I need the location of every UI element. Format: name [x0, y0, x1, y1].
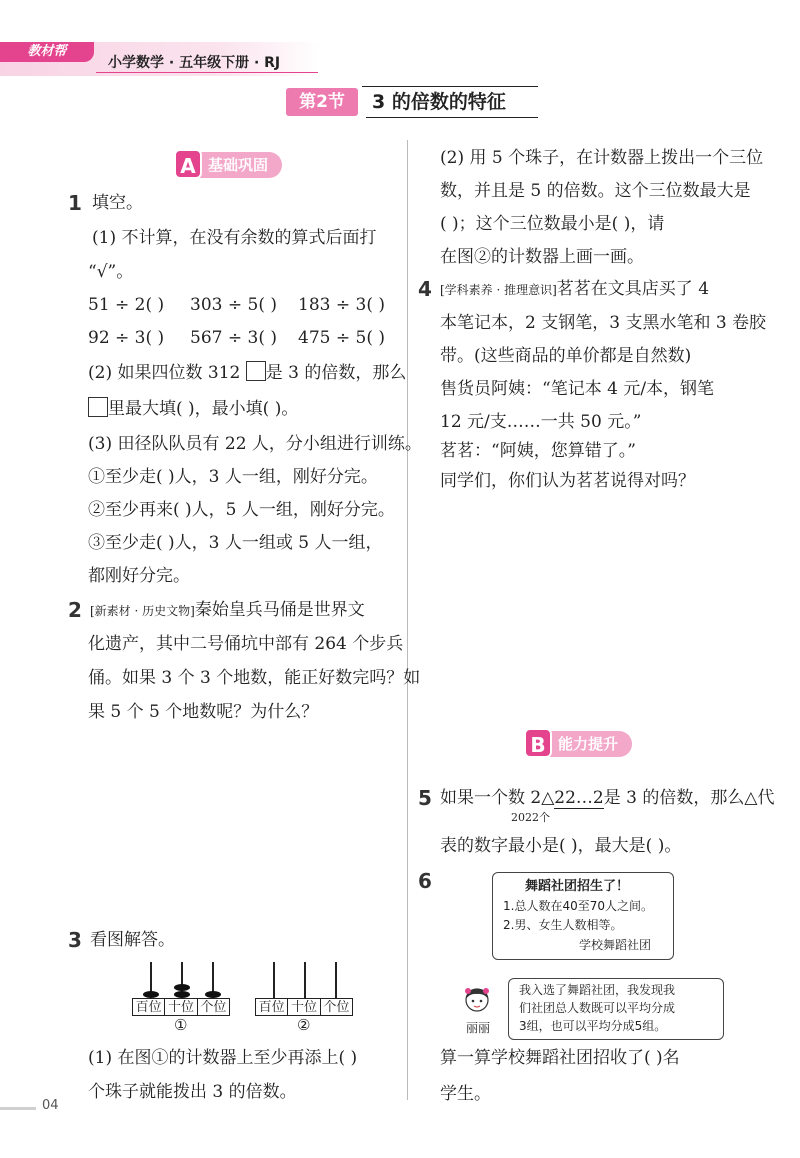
q1-part3-line4: ③至少走( )人，3 人一组或 5 人一组，	[88, 533, 383, 553]
q5-line1-a: 如果一个数 2△	[440, 788, 555, 808]
q4-line5: 12 元/支……一共 50 元。”	[440, 412, 642, 432]
poster-sign: 学校舞蹈社团	[579, 938, 652, 952]
part-a-letter: A	[174, 149, 202, 179]
q1-part3-line2: ①至少走( )人，3 人一组，刚好分完。	[88, 467, 378, 487]
footer-rule	[0, 1107, 36, 1110]
q2-line2: 化遗产，其中二号俑坑中部有 264 个步兵	[88, 634, 404, 654]
section-title: 3 的倍数的特征	[372, 91, 506, 113]
q1-expr-5: 567 ÷ 3( )	[190, 328, 277, 348]
question-3-number: 3	[68, 928, 82, 952]
abacus-1-base	[132, 998, 230, 1016]
poster-line-1: 1.总人数在40至70人之间。	[503, 899, 653, 913]
q1-expr-6: 475 ÷ 5( )	[298, 328, 385, 348]
girl-name: 丽丽	[466, 1021, 491, 1035]
q5-line2: 表的数字最小是( )，最大是( )。	[440, 836, 682, 856]
abacus-2-rod-tens	[304, 962, 306, 998]
q1-part2-text-a: (2) 如果四位数 312	[88, 363, 241, 383]
place-tens: 十位	[288, 999, 320, 1015]
poster-line-2: 2.男、女生人数相等。	[503, 918, 623, 932]
bubble-line-3: 3组，也可以平均分成5组。	[519, 1019, 667, 1033]
page-number: 04	[42, 1098, 59, 1113]
abacus-2-rod-hundreds	[273, 962, 275, 998]
q5-line1	[440, 787, 774, 809]
place-ones: 个位	[323, 1000, 350, 1015]
q1-part2-line1	[88, 361, 406, 384]
poster-title: 舞蹈社团招生了！	[525, 879, 630, 894]
section-top-rule	[362, 86, 538, 87]
q2-line3: 俑。如果 3 个 3 个地数，能正好数完吗？如	[88, 668, 421, 688]
q1-expr-2: 303 ÷ 5( )	[190, 295, 277, 315]
brand-badge: 教材帮	[0, 42, 94, 62]
part-b-label: 能力提升	[558, 735, 619, 753]
question-4-number: 4	[418, 277, 432, 301]
bead	[143, 991, 159, 998]
speech-bubble	[508, 978, 724, 1040]
q5-repeat-digits: 22…2	[554, 788, 604, 808]
q3-part2-line2: 数，并且是 5 的倍数。这个三位数最大是	[440, 181, 751, 201]
q3-part2-line3: ( )；这个三位数最小是( )，请	[440, 214, 665, 234]
bead	[205, 991, 221, 998]
place-hundreds: 百位	[133, 999, 165, 1015]
q3-title: 看图解答。	[90, 930, 175, 950]
q4-tag: [学科素养 · 推理意识]	[440, 283, 557, 297]
q1-part1-line1: (1) 不计算，在没有余数的算式后面打	[92, 228, 377, 248]
q5-underbrace-label: 2022个	[511, 811, 550, 824]
q4-line4: 售货员阿姨：“笔记本 4 元/本，钢笔	[440, 379, 715, 399]
q5-line1-c: 是 3 的倍数，那么△代	[603, 788, 775, 808]
part-b-letter: B	[524, 728, 552, 758]
book-title: 小学数学 · 五年级下册 · RJ	[108, 55, 281, 71]
answer-box-ref	[88, 397, 108, 417]
q2-line4: 果 5 个 5 个地数呢？为什么？	[88, 702, 319, 722]
q3-part2-line4: 在图②的计数器上画一画。	[440, 247, 644, 267]
q6-ask-line1: 算一算学校舞蹈社团招收了( )名	[440, 1048, 680, 1068]
section-underline	[366, 117, 538, 118]
place-hundreds: 百位	[256, 999, 288, 1015]
q3-part1-line2: 个珠子就能拨出 3 的倍数。	[88, 1082, 297, 1102]
header-divider	[96, 72, 318, 73]
q1-part3-line5: 都刚好分完。	[88, 566, 190, 586]
bubble-line-2: 们社团总人数既可以平均分成	[519, 1001, 676, 1015]
answer-box[interactable]	[246, 361, 266, 381]
section-badge: 第2节	[286, 88, 358, 116]
column-divider	[407, 140, 408, 1100]
place-tens: 十位	[165, 999, 197, 1015]
question-2-number: 2	[68, 598, 82, 622]
q3-part2-line1: (2) 用 5 个珠子，在计数器上拨出一个三位	[440, 148, 764, 168]
q1-expr-4: 92 ÷ 3( )	[88, 328, 165, 348]
place-ones: 个位	[200, 1000, 227, 1015]
part-a-heading	[174, 152, 282, 178]
figure-1-label: ①	[174, 1016, 188, 1034]
question-1-number: 1	[68, 191, 82, 215]
abacus-2-rod-ones	[335, 962, 337, 998]
q2-line1	[90, 599, 365, 622]
q1-expr-1: 51 ÷ 2( )	[88, 295, 165, 315]
q6-ask-line2: 学生。	[440, 1084, 491, 1104]
figure-2-label: ②	[297, 1016, 311, 1034]
bubble-line-1: 我入选了舞蹈社团，我发现我	[519, 983, 676, 997]
q4-line7: 同学们，你们认为茗茗说得对吗？	[440, 471, 695, 491]
girl-avatar-icon	[460, 985, 494, 1019]
part-b-heading	[524, 731, 632, 757]
q1-part2-text-b: 是 3 的倍数，那么	[265, 363, 407, 383]
q1-title: 填空。	[92, 193, 143, 213]
bead	[174, 991, 190, 998]
q1-part3-line3: ②至少再来( )人，5 人一组，刚好分完。	[88, 500, 395, 520]
abacus-2-base	[255, 998, 353, 1016]
q1-part2-line2	[88, 397, 298, 420]
q4-line1	[440, 278, 709, 301]
question-5-number: 5	[418, 786, 432, 810]
q1-part2-text-c: 里最大填( )，最小填( )。	[108, 399, 299, 419]
q4-line2: 本笔记本，2 支钢笔，3 支黑水笔和 3 卷胶	[440, 313, 767, 333]
q1-part3-line1: (3) 田径队队员有 22 人，分小组进行训练。	[88, 434, 422, 454]
part-a-label: 基础巩固	[208, 156, 269, 174]
question-6-number: 6	[418, 869, 432, 893]
q2-tag: [新素材 · 历史文物]	[90, 604, 195, 618]
q2-line1-text: 秦始皇兵马俑是世界文	[194, 600, 365, 620]
q4-line3: 带。(这些商品的单价都是自然数)	[440, 346, 692, 366]
recruit-poster	[492, 872, 674, 960]
bead	[174, 984, 190, 991]
q3-part1-line1: (1) 在图①的计数器上至少再添上( )	[88, 1048, 358, 1068]
q4-line1-text: 茗茗在文具店买了 4	[556, 279, 710, 299]
q1-part1-line2: “√”。	[88, 262, 134, 282]
q1-expr-3: 183 ÷ 3( )	[298, 295, 385, 315]
q4-line6: 茗茗：“阿姨，您算错了。”	[440, 441, 636, 461]
